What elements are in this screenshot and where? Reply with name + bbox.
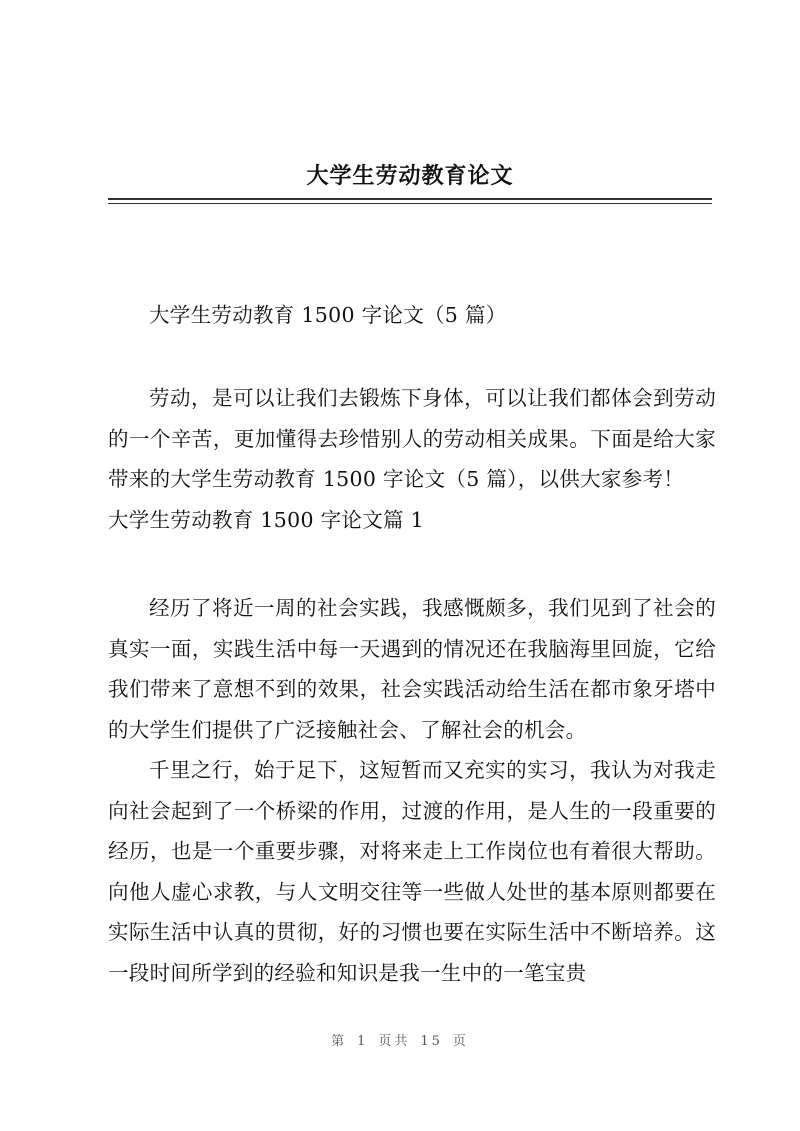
document-title: 大学生劳动教育论文 [306, 163, 514, 189]
page-header [108, 160, 712, 206]
section-heading: 大学生劳动教育 1500 字论文篇 1 [108, 507, 424, 532]
footer-suffix: 页 [452, 1034, 469, 1049]
footer-prefix: 第 [331, 1034, 348, 1049]
footer-mid: 页共 [378, 1034, 411, 1049]
header-rule-thin [108, 203, 712, 204]
body-paragraph-2: 千里之行，始于足下，这短暂而又充实的实习，我认为对我走向社会起到了一个桥梁的作用，过渡的作用，是人生的一段重要的经历，也是一个重要步骤，对将来走上工作岗位也有着很大帮助。向他人虚心求教，与人文明交往等一些做人处世的基本原则都要在实际生活中认真的贯彻，好的习惯也要在实际生活中不断培养。这一段时间所学到的经验和知识是我一生中的一笔宝贵 [108, 758, 716, 985]
intro-paragraph: 劳动，是可以让我们去锻炼下身体，可以让我们都体会到劳动的一个辛苦，更加懂得去珍惜别人的劳动相关成果。下面是给大家带来的大学生劳动教育 1500 字论文（5 篇），以供大家参考！ [108, 386, 716, 491]
footer-total-pages: 15 [420, 1034, 443, 1049]
document-subtitle: 大学生劳动教育 1500 字论文（5 篇） [149, 303, 507, 327]
header-rule-thick [108, 198, 712, 200]
footer-current-page: 1 [357, 1034, 369, 1049]
body-paragraph-1: 经历了将近一周的社会实践，我感慨颇多，我们见到了社会的真实一面，实践生活中每一天遇到的情况还在我脑海里回旋，它给我们带来了意想不到的效果，社会实践活动给生活在都市象牙塔中的大学生们提供了广泛接触社会、了解社会的机会。 [108, 596, 716, 742]
page-footer [0, 1030, 800, 1049]
intro-block [108, 378, 716, 540]
